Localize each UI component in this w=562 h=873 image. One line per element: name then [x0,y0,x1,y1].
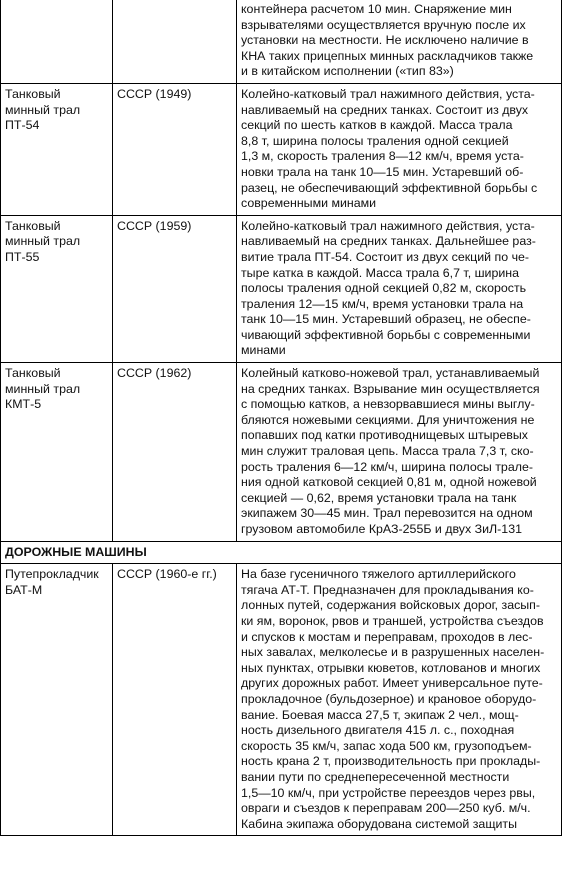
description-line: 1,3 м, скорость траления 8—12 км/ч, время уста- [241,149,524,164]
description-cell [237,215,562,362]
origin-text: СССР (1962) [117,366,192,381]
description-cell [237,564,562,836]
description-line: Колейный катково-ножевой трал, устанавливаемый [241,366,540,381]
table-row [1,83,562,215]
description-line: ния одной катковой секцией 0,81 м, одной ножевой [241,475,537,490]
description-line: тыре катка в каждой. Масса трала 6,7 т, ширина [241,265,520,280]
description-line: секцией — 0,62, время установки трала на танк [241,490,517,505]
description-line: попавших под катки противоднищевых штыревых [241,428,528,443]
description-line: бляются ножевыми секциями. Для уничтожения не [241,412,535,427]
description-line: лонных путей, содержания войсковых дорог, засып- [241,598,541,613]
section-title: ДОРОЖНЫЕ МАШИНЫ [1,541,562,564]
name-line: Путепрокладчик [5,567,99,582]
name-cell [1,363,113,542]
origin-cell [113,0,237,83]
description-line: с помощью катков, а невзорвавшиеся мины выглу- [241,397,535,412]
description-line: мин служит траловая цепь. Масса трала 7,3 т, ско- [241,444,534,459]
description-line: танк 10—15 мин. Устаревший образец, не обеспе- [241,312,531,327]
description-line: других дорожных работ. Имеет универсальное путе- [241,676,543,691]
description-line: Колейно-катковый трал нажимного действия, уста- [241,86,535,101]
description-line: витие трала ПТ-54. Состоит из двух секций по че- [241,249,530,264]
origin-cell [113,215,237,362]
description-line: и спусков к мостам и переправам, проходов в лес- [241,629,533,644]
name-line: минный трал [5,234,81,249]
description-line: чивающий эффективной борьбы с современными [241,327,531,342]
description-line: современными минами [241,196,377,211]
description-line: ность крана 2 т, производительность при проклады- [241,754,541,769]
table-row [1,215,562,362]
name-line: ПТ-55 [5,249,40,264]
name-line: минный трал [5,102,81,117]
description-line: На базе гусеничного тяжелого артиллерийского [241,567,516,582]
description-line: тягача АТ-Т. Предназначен для прокладывания ко- [241,582,534,597]
description-line: секций по шесть катков в каждой. Масса трала [241,118,513,133]
description-line: вании пути по среднепересеченной местности [241,769,510,784]
name-line: ПТ-54 [5,118,40,133]
description-line: контейнера расчетом 10 мин. Снаряжение мин [241,2,512,16]
description-line: взрывателями осуществляется вручную после их [241,17,526,32]
origin-cell [113,363,237,542]
origin-text: СССР (1959) [117,218,192,233]
origin-text: СССР (1960-е гг.) [117,567,217,582]
name-line: БАТ-М [5,582,43,597]
description-line: ность дизельного двигателя 415 л. с., походная [241,723,515,738]
description-line: экипажем 30—45 мин. Трал перевозится на одном [241,506,533,521]
origin-cell [113,564,237,836]
origin-text: СССР (1949) [117,86,192,101]
description-line: Кабина экипажа оборудована системой защиты [241,816,518,831]
description-line: 8,8 т, ширина полосы траления одной секцией [241,133,509,148]
table-row [1,564,562,836]
description-cell [237,83,562,215]
description-line: на средних танках. Взрывание мин осуществляется [241,381,540,396]
name-line: КМТ-5 [5,397,42,412]
name-line: Танковый [5,366,61,381]
name-cell [1,0,113,83]
description-line: траления 12—15 км/ч, время установки трала на [241,296,524,311]
name-cell [1,564,113,836]
description-line: полосы траления одной секцией 0,82 м, скорость [241,281,527,296]
name-cell [1,215,113,362]
description-line: навливаемый на средних танках. Дальнейшее раз- [241,234,536,249]
description-line: ных завалах, мелколесье и в разрушенных населен- [241,645,545,660]
origin-cell [113,83,237,215]
table-row [1,0,562,83]
description-line: КНА таких прицепных минных раскладчиков также [241,48,534,63]
description-cell [237,363,562,542]
description-line: грузовом автомобиле КрАЗ-255Б и двух ЗиЛ-131 [241,522,522,536]
description-line: ных пунктах, отрывки кюветов, котлованов и многих [241,660,541,675]
description-line: навливаемый на средних танках. Состоит из двух [241,102,529,117]
description-line: установки на местности. Не исключено наличие в [241,33,529,48]
description-line: новки трала на танк 10—15 мин. Устаревший об- [241,164,524,179]
name-line: Танковый [5,86,61,101]
name-cell [1,83,113,215]
table-row [1,363,562,542]
description-line: Колейно-катковый трал нажимного действия, уста- [241,218,535,233]
description-line: ки ям, воронок, рвов и траншей, устройства съездов [241,613,544,628]
section-row [1,541,562,564]
description-line: прокладочное (бульдозерное) и крановое оборудо- [241,691,537,706]
description-line: 1,5—10 км/ч, при устройстве переездов через рвы, [241,785,536,800]
description-line: минами [241,343,286,358]
description-line: разец, не обеспечивающий эффективной борьбы с [241,180,538,195]
description-line: рость траления 6—12 км/ч, ширина полосы трале- [241,459,533,474]
description-line: скорость 35 км/ч, запас хода 500 км, грузоподъем- [241,738,532,753]
description-cell [237,0,562,83]
name-line: минный трал [5,381,81,396]
description-line: вание. Боевая масса 27,5 т, экипаж 2 чел., мощ- [241,707,519,722]
description-line: и в китайском исполнении («тип 83») [241,64,454,79]
description-line: овраги и съездов к переправам 200—250 куб. м/ч. [241,801,531,816]
name-line: Танковый [5,218,61,233]
